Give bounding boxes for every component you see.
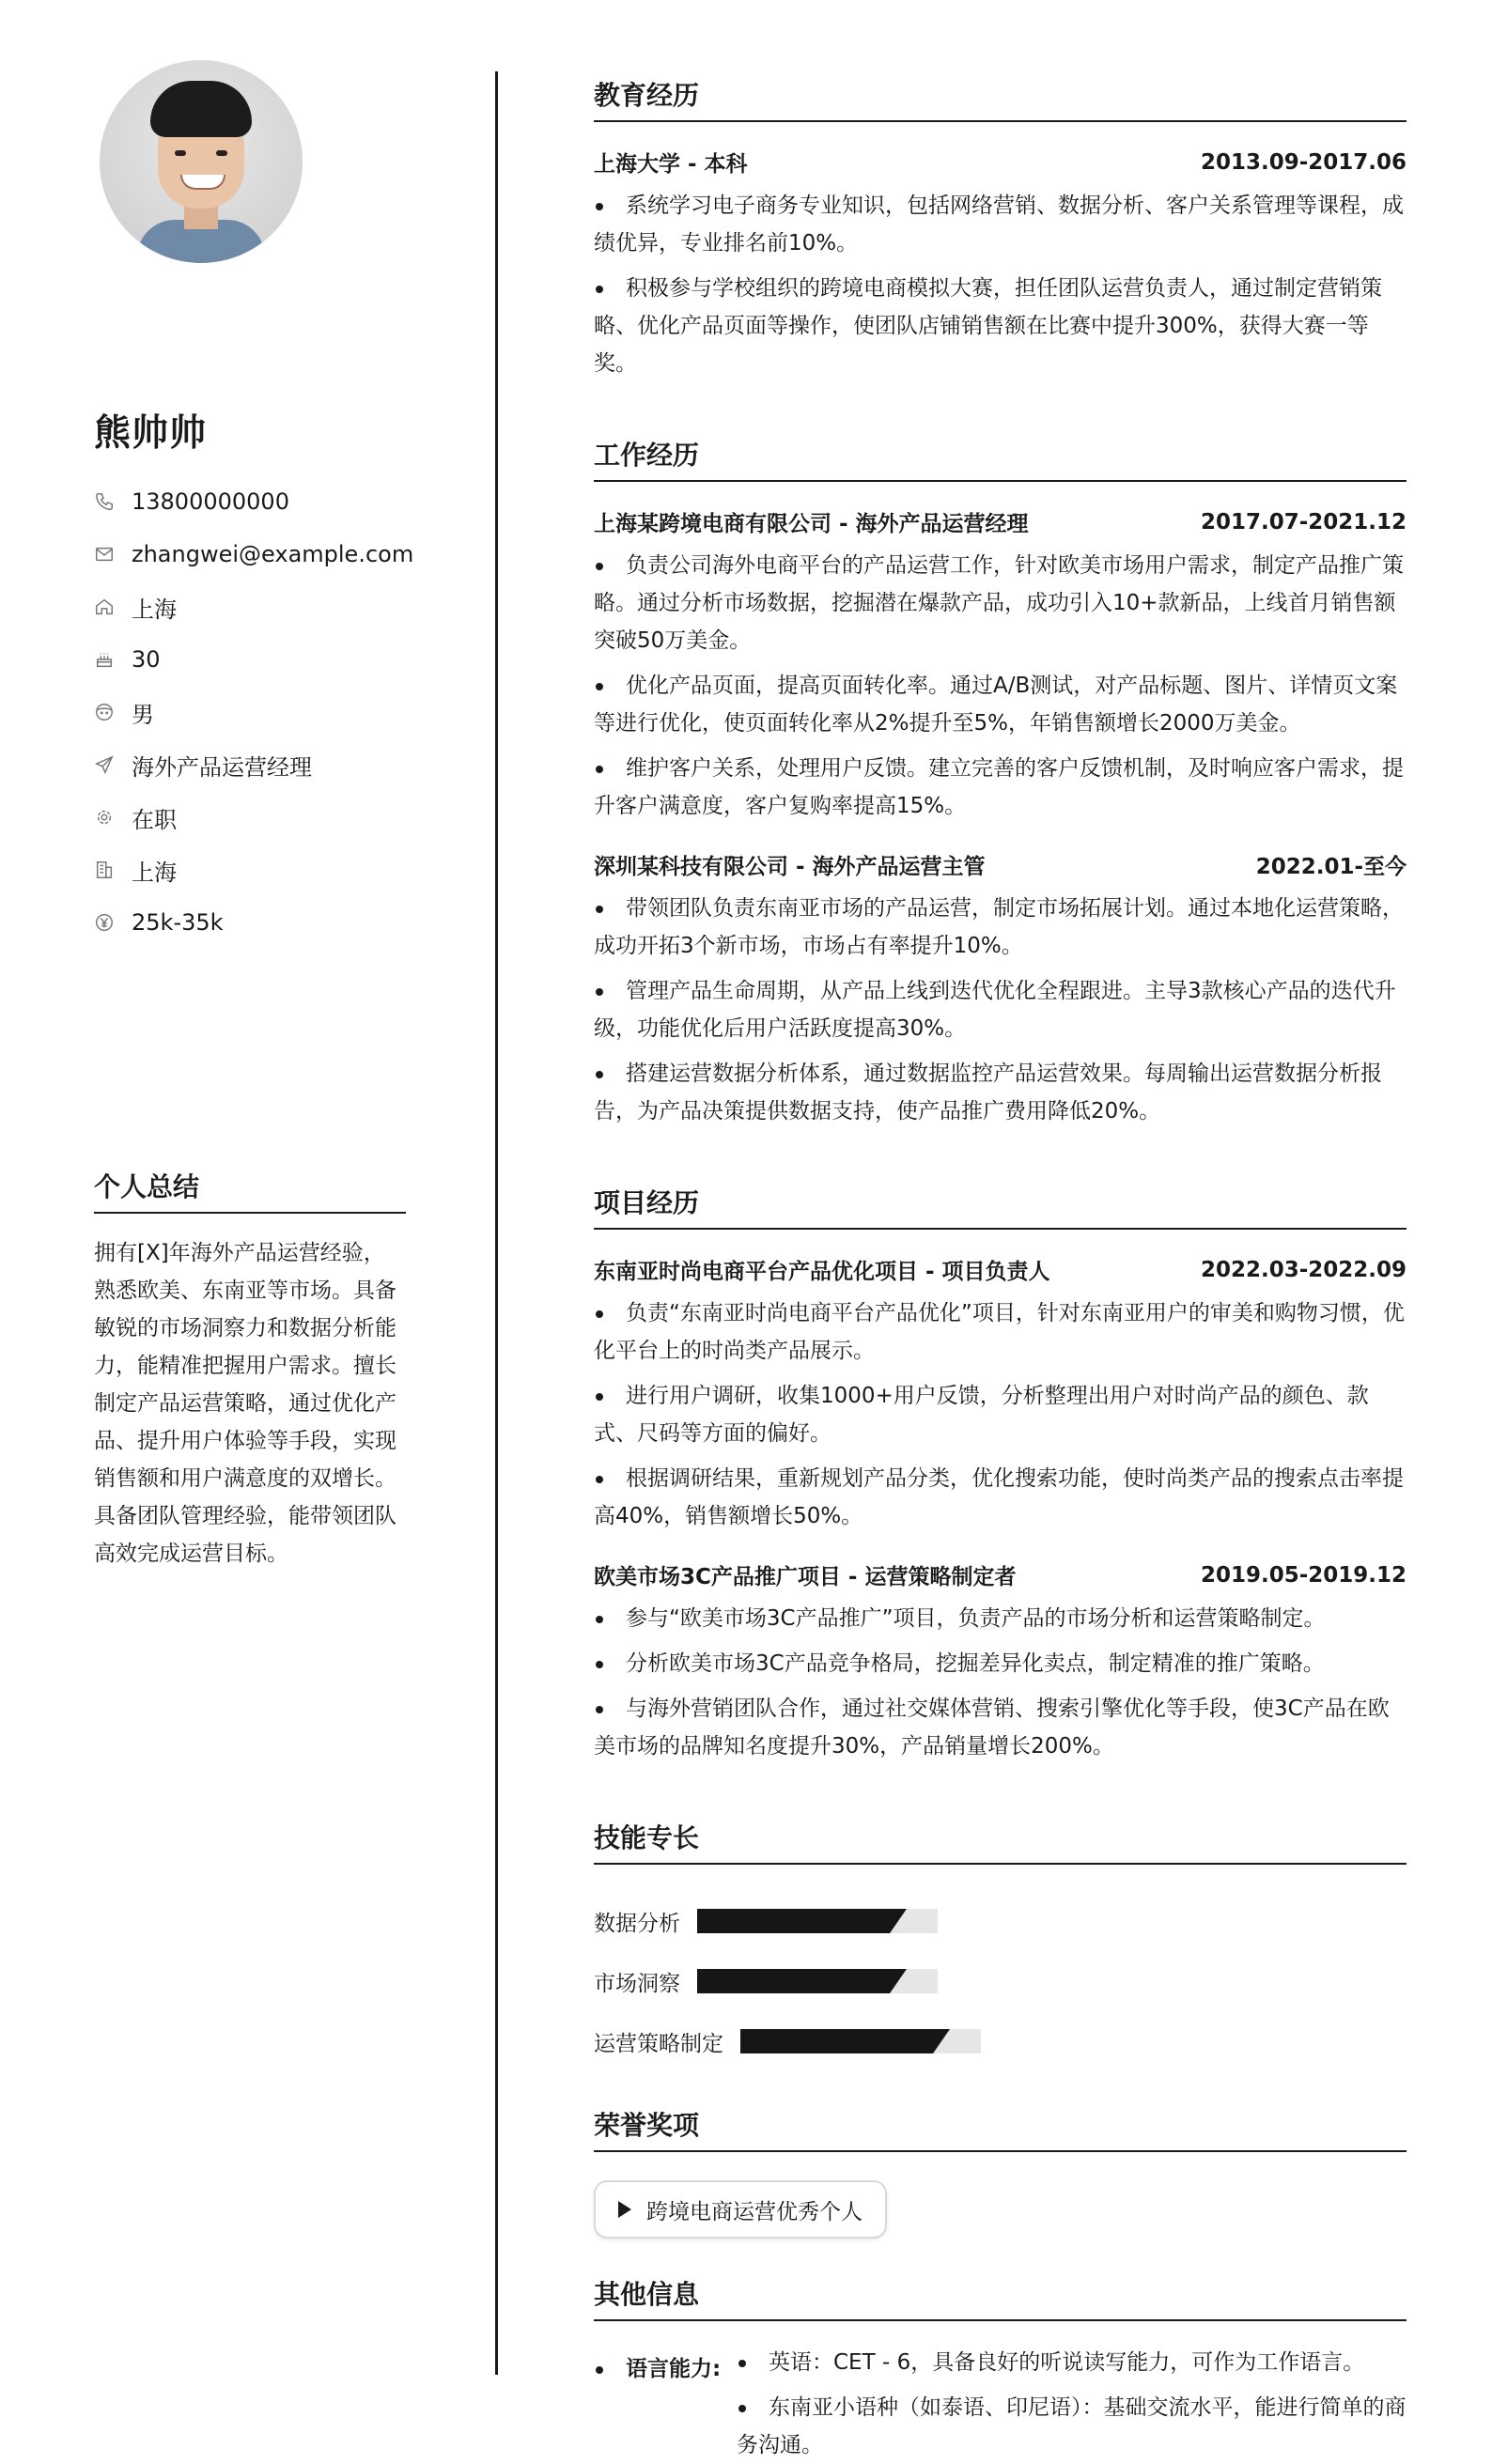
phone-icon	[94, 491, 115, 512]
info-target-city	[94, 844, 409, 896]
work-title: 工作经历	[594, 435, 1407, 482]
skill-item	[594, 1891, 1012, 1951]
cake-icon	[94, 649, 115, 670]
skills-title: 技能专长	[594, 1818, 1407, 1865]
entry-bullet: 进行用户调研，收集1000+用户反馈，分析整理出用户对时尚产品的颜色、款式、尺码等方面的偏好。	[594, 1377, 1407, 1452]
location-value: 上海	[132, 596, 177, 623]
entry-bullet: 分析欧美市场3C产品竞争格局，挖掘差异化卖点，制定精准的推广策略。	[594, 1645, 1407, 1682]
summary-title: 个人总结	[94, 1167, 406, 1214]
entry-date: 2022.01-至今	[1255, 855, 1407, 879]
work-section	[594, 435, 1407, 1130]
entry-bullet: 带领团队负责东南亚市场的产品运营，制定市场拓展计划。通过本地化运营策略，成功开拓3个新市场，市场占有率提升10%。	[594, 890, 1407, 965]
target-city-value: 上海	[132, 859, 177, 886]
project-entry	[594, 1559, 1407, 1765]
gender-value: 男	[132, 701, 154, 728]
info-email	[94, 528, 414, 581]
entry-bullet: 与海外营销团队合作，通过社交媒体营销、搜索引擎优化等手段，使3C产品在欧美市场的品牌知名度提升30%，产品销量增长200%。	[594, 1690, 1407, 1765]
other-section	[594, 2274, 1407, 2464]
language-block	[594, 2344, 1407, 2464]
entry-bullet: 负责“东南亚时尚电商平台产品优化”项目，针对东南亚用户的审美和购物习惯，优化平台上的时尚类产品展示。	[594, 1294, 1407, 1370]
email-value: zhangwei@example.com	[132, 541, 414, 567]
info-gender	[94, 686, 409, 738]
entry-date: 2013.09-2017.06	[1200, 149, 1407, 175]
status-value: 在职	[132, 806, 177, 833]
info-location	[94, 581, 409, 633]
language-item: 东南亚小语种（如泰语、印尼语）：基础交流水平，能进行简单的商务沟通。	[737, 2389, 1407, 2464]
entry-bullet: 参与“欧美市场3C产品推广”项目，负责产品的市场分析和运营策略制定。	[594, 1600, 1407, 1637]
entry-bullet: 积极参与学校组织的跨境电商模拟大赛，担任团队运营负责人，通过制定营销策略、优化产品页面等操作，使团队店铺销售额在比赛中提升300%，获得大赛一等奖。	[594, 270, 1407, 382]
yen-coin-icon	[94, 912, 115, 933]
skill-item	[594, 1951, 1012, 2011]
projects-section	[594, 1183, 1407, 1765]
entry-date: 2019.05-2019.12	[1200, 1562, 1407, 1588]
skill-label: 市场洞察	[594, 1971, 680, 1996]
other-title: 其他信息	[594, 2274, 1407, 2321]
send-icon	[94, 754, 115, 775]
age-value: 30	[132, 646, 161, 673]
project-entry	[594, 1254, 1407, 1535]
award-item	[594, 2180, 887, 2239]
building-icon	[94, 860, 115, 880]
entry-bullet: 根据调研结果，重新规划产品分类，优化搜索功能，使时尚类产品的搜索点击率提高40%，销售额增长50%。	[594, 1460, 1407, 1535]
entry-bullet: 维护客户关系，处理用户反馈。建立完善的客户反馈机制，及时响应客户需求，提升客户满意度，客户复购率提高15%。	[594, 750, 1407, 825]
summary-text: 拥有[X]年海外产品运营经验，熟悉欧美、东南亚等市场。具备敏锐的市场洞察力和数据分析能力，能精准把握用户需求。擅长制定产品运营策略，通过优化产品、提升用户体验等手段，实现销售额和用户满意度的双增长。具备团队管理经验，能带领团队高效完成运营目标。	[94, 1241, 396, 1566]
entry-bullet: 管理产品生命周期，从产品上线到迭代优化全程跟进。主导3款核心产品的迭代升级，功能优化后用户活跃度提高30%。	[594, 972, 1407, 1047]
award-label: 跨境电商运营优秀个人	[646, 2199, 863, 2224]
education-title: 教育经历	[594, 75, 1407, 122]
status-ring-icon	[94, 807, 115, 828]
skill-item	[594, 2011, 1012, 2071]
entry-bullet: 系统学习电子商务专业知识，包括网络营销、数据分析、客户关系管理等课程，成绩优异，专业排名前10%。	[594, 187, 1407, 262]
phone-value: 13800000000	[132, 488, 289, 515]
work-entry	[594, 849, 1407, 1130]
skill-label: 运营策略制定	[594, 2031, 723, 2056]
skill-bar	[697, 1909, 938, 1933]
home-icon	[94, 597, 115, 617]
entry-heading: 欧美市场3C产品推广项目 - 运营策略制定者	[594, 1565, 1017, 1589]
entry-bullet: 负责公司海外电商平台的产品运营工作，针对欧美市场用户需求，制定产品推广策略。通过分析市场数据，挖掘潜在爆款产品，成功引入10+款新品，上线首月销售额突破50万美金。	[594, 547, 1407, 659]
main-content	[594, 75, 1407, 2464]
info-status	[94, 791, 409, 844]
entry-heading: 上海某跨境电商有限公司 - 海外产品运营经理	[594, 512, 1029, 536]
contact-info-list	[94, 475, 414, 949]
info-job-target	[94, 738, 409, 791]
skill-bar	[697, 1969, 938, 1993]
avatar	[100, 60, 303, 263]
awards-title: 荣誉奖项	[594, 2105, 1407, 2152]
education-entry	[594, 147, 1407, 382]
entry-heading: 深圳某科技有限公司 - 海外产品运营主管	[594, 855, 986, 879]
entry-bullet: 搭建运营数据分析体系，通过数据监控产品运营效果。每周输出运营数据分析报告，为产品决策提供数据支持，使产品推广费用降低20%。	[594, 1055, 1407, 1130]
info-age	[94, 633, 409, 686]
mail-icon	[94, 544, 115, 565]
info-salary	[94, 896, 409, 949]
sidebar	[94, 60, 414, 1573]
entry-heading: 上海大学 - 本科	[594, 152, 748, 177]
column-divider	[495, 71, 498, 2375]
skill-bar	[740, 2029, 981, 2053]
info-phone	[94, 475, 409, 528]
entry-bullet: 优化产品页面，提高页面转化率。通过A/B测试，对产品标题、图片、详情页文案等进行优化，使页面转化率从2%提升至5%，年销售额增长2000万美金。	[594, 667, 1407, 742]
person-face-icon	[94, 702, 115, 722]
awards-section	[594, 2105, 1407, 2239]
entry-date: 2022.03-2022.09	[1200, 1257, 1407, 1282]
play-triangle-icon	[618, 2201, 631, 2218]
work-entry	[594, 506, 1407, 825]
skill-label: 数据分析	[594, 1911, 680, 1936]
entry-heading: 东南亚时尚电商平台产品优化项目 - 项目负责人	[594, 1260, 1050, 1284]
salary-value: 25k-35k	[132, 909, 224, 936]
projects-title: 项目经历	[594, 1183, 1407, 1230]
candidate-name: 熊帅帅	[94, 412, 208, 455]
entry-date: 2017.07-2021.12	[1200, 509, 1407, 535]
skills-section	[594, 1818, 1407, 2071]
language-item: 英语：CET - 6，具备良好的听说读写能力，可作为工作语言。	[737, 2344, 1407, 2381]
job-target-value: 海外产品运营经理	[132, 753, 312, 781]
language-label: 语言能力:	[626, 2357, 722, 2381]
